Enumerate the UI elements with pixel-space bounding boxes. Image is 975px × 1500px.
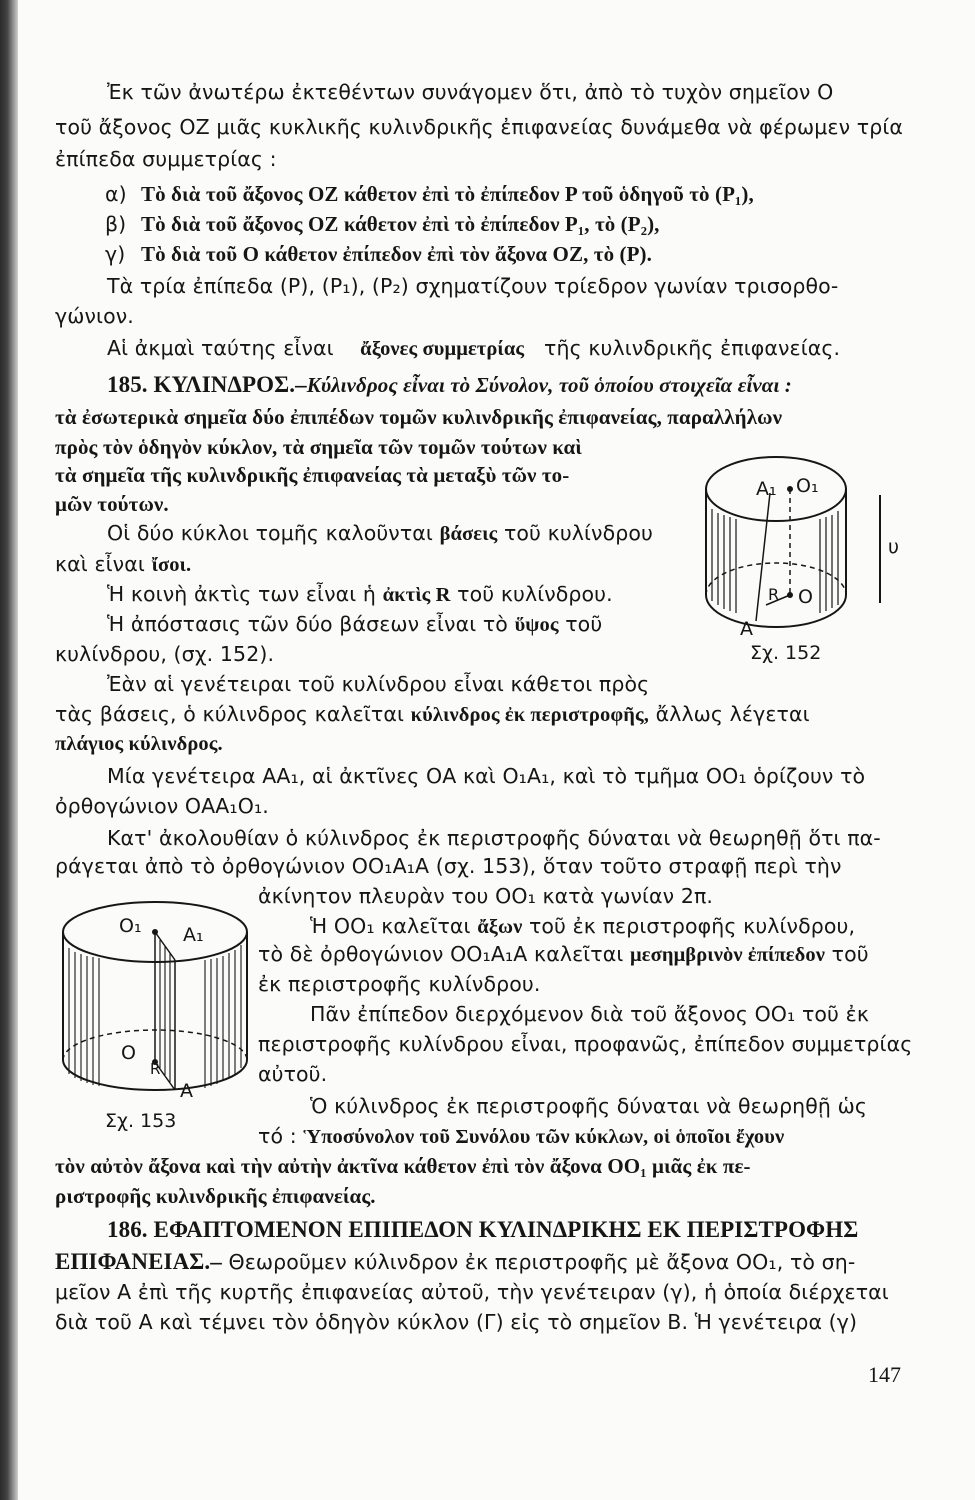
paragraph-line: Ἡ ΟΟ₁ καλεῖται ἄξων τοῦ ἐκ περιστροφῆς κυλίνδρου,	[310, 914, 856, 938]
paragraph-line: τὰ ἐσωτερικὰ σημεῖα δύο ἐπιπέδων τομῶν κυλινδρικῆς ἐπιφανείας, παραλλήλων	[55, 405, 783, 429]
paragraph-line: περιστροφῆς κυλίνδρου εἶναι, προφανῶς, ἐπίπεδον συμμετρίας	[258, 1032, 913, 1056]
fig153-label-O: O	[121, 1042, 136, 1064]
paragraph-line: ράγεται ἀπὸ τὸ ὀρθογώνιον ΟΟ₁Α₁Α (σχ. 153), ὅταν τοῦτο στραφῇ περὶ τὴν	[55, 854, 842, 878]
fig153-label-A: A	[180, 1080, 193, 1102]
paragraph-line: Κατ' ἀκολουθίαν ὁ κύλινδρος ἐκ περιστροφῆς δύναται νὰ θεωρηθῇ ὅτι πα-	[107, 826, 881, 850]
paragraph-line: πλάγιος κύλινδρος.	[55, 733, 223, 755]
paragraph-line: τοῦ ἄξονος ΟΖ μιᾶς κυκλικῆς κυλινδρικῆς ἐπιφανείας δυνάμεθα νὰ φέρωμεν τρία	[55, 115, 903, 139]
list-item-a: Τὸ διὰ τοῦ ἄξονος ΟΖ κάθετον ἐπὶ τὸ ἐπίπεδον Ρ τοῦ ὁδηγοῦ τὸ (Ρ₁),	[141, 182, 754, 206]
fig152-label-A1: A₁	[756, 478, 777, 500]
paragraph-line: Ὁ κύλινδρος ἐκ περιστροφῆς δύναται νὰ θεωρηθῇ ὡς	[310, 1094, 868, 1118]
fig152-label-O1: O₁	[796, 475, 819, 497]
paragraph-line: Ἐκ τῶν ἀνωτέρω ἐκτεθέντων συνάγομεν ὅτι, ἀπὸ τὸ τυχὸν σημεῖον Ο	[107, 80, 834, 104]
paragraph-line: τὸν αὐτὸν ἄξονα καὶ τὴν αὐτὴν ἀκτῖνα κάθετον ἐπὶ τὸν ἄξονα ΟΟ₁ μιᾶς ἐκ πε-	[55, 1154, 751, 1178]
paragraph-line: Μία γενέτειρα ΑΑ₁, αἱ ἀκτῖνες ΟΑ καὶ Ο₁Α₁, καὶ τὸ τμῆμα ΟΟ₁ ὁρίζουν τὸ	[107, 764, 866, 788]
paragraph-line: μεῖον Α ἐπὶ τῆς κυρτῆς ἐπιφανείας αὐτοῦ, τὴν γενέτειραν (γ), ἡ ὁποία διέρχεται	[55, 1280, 889, 1304]
paragraph-line: διὰ τοῦ Α καὶ τέμνει τὸν ὁδηγὸν κύκλον (Γ) εἰς τὸ σημεῖον Β. Ἡ γενέτειρα (γ)	[55, 1310, 858, 1334]
section-heading-185: 185. ΚΥΛΙΝΔΡΟΣ.–	[107, 372, 307, 397]
fig152-label-O: O	[798, 586, 813, 608]
fig153-label-R: R	[150, 1060, 161, 1078]
paragraph-line: καὶ εἶναι ἴσοι.	[55, 552, 192, 576]
list-marker: α)	[105, 182, 127, 206]
paragraph-line: Τὰ τρία ἐπίπεδα (Ρ), (Ρ₁), (Ρ₂) σχηματίζουν τρίεδρον γωνίαν τρισορθο-	[107, 274, 839, 298]
section-heading-186: 186. ΕΦΑΠΤΟΜΕΝΟΝ ΕΠΙΠΕΔΟΝ ΚΥΛΙΝΔΡΙΚΗΣ ΕΚ ΠΕΡΙΣΤΡΟΦΗΣ	[107, 1217, 859, 1242]
fig152-label-height: υ	[888, 536, 899, 558]
paragraph-line: ἀκίνητον πλευρὰν του ΟΟ₁ κατὰ γωνίαν 2π.	[258, 884, 714, 908]
paragraph-line: Ἡ ἀπόστασις τῶν δύο βάσεων εἶναι τὸ ὕψος τοῦ	[107, 612, 603, 636]
paragraph-line: Πᾶν ἐπίπεδον διερχόμενον διὰ τοῦ ἄξονος ΟΟ₁ τοῦ ἐκ	[310, 1002, 869, 1026]
paragraph-line: κυλίνδρου, (σχ. 152).	[55, 642, 275, 666]
section-185-first-line: 185. ΚΥΛΙΝΔΡΟΣ.–Κύλινδρος εἶναι τὸ Σύνολον, τοῦ ὁποίου στοιχεῖα εἶναι :	[107, 372, 792, 397]
paragraph-line: Αἱ ἀκμαὶ ταύτης εἶναι ἄξονες συμμετρίας τῆς κυλινδρικῆς ἐπιφανείας.	[107, 336, 841, 360]
section-186-first-line: ΕΠΙΦΑΝΕΙΑΣ.– Θεωροῦμεν κύλινδρον ἐκ περιστροφῆς μὲ ἄξονα ΟΟ₁, τὸ ση-	[55, 1249, 856, 1274]
paragraph-line: Οἱ δύο κύκλοι τομῆς καλοῦνται βάσεις τοῦ κυλίνδρου	[107, 521, 653, 545]
paragraph-line: γώνιον.	[55, 304, 134, 328]
paragraph-line: ριστροφῆς κυλινδρικῆς ἐπιφανείας.	[55, 1184, 376, 1208]
paragraph-line: Ἐὰν αἱ γενέτειραι τοῦ κυλίνδρου εἶναι κάθετοι πρὸς	[107, 672, 650, 696]
fig153-label-O1: O₁	[119, 915, 142, 937]
paragraph-line: ἐκ περιστροφῆς κυλίνδρου.	[258, 972, 541, 996]
paragraph-line: τὸ δὲ ὀρθογώνιον ΟΟ₁Α₁Α καλεῖται μεσημβρινὸν ἐπίπεδον τοῦ	[258, 942, 869, 966]
fig152-label-R: R	[768, 585, 780, 604]
fig152-caption: Σχ. 152	[750, 642, 822, 664]
page-number: 147	[868, 1362, 901, 1387]
fig153-caption: Σχ. 153	[105, 1110, 177, 1132]
list-item-c: Τὸ διὰ τοῦ Ο κάθετον ἐπίπεδον ἐπὶ τὸν ἄξονα ΟΖ, τὸ (Ρ).	[141, 242, 652, 266]
book-spine-edge	[0, 0, 18, 1500]
paragraph-line: Ἡ κοινὴ ἀκτὶς των εἶναι ἡ ἀκτὶς R τοῦ κυλίνδρου.	[107, 582, 613, 606]
list-marker: γ)	[105, 242, 126, 266]
paragraph-line: πρὸς τὸν ὁδηγὸν κύκλον, τὰ σημεῖα τῶν τομῶν τούτων καὶ	[55, 435, 582, 459]
paragraph-line: αὐτοῦ.	[258, 1062, 328, 1086]
paragraph-line: τὰς βάσεις, ὁ κύλινδρος καλεῖται κύλινδρος ἐκ περιστροφῆς, ἄλλως λέγεται	[55, 702, 810, 726]
paragraph-line: τό : Ὑποσύνολον τοῦ Συνόλου τῶν κύκλων, οἱ ὁποῖοι ἔχουν	[258, 1124, 785, 1148]
paragraph-line: ἐπίπεδα συμμετρίας :	[55, 147, 277, 171]
paragraph-line: τὰ σημεῖα τῆς κυλινδρικῆς ἐπιφανείας τὰ μεταξὺ τῶν το-	[55, 463, 570, 487]
list-marker: β)	[105, 212, 127, 236]
list-item-b: Τὸ διὰ τοῦ ἄξονος ΟΖ κάθετον ἐπὶ τὸ ἐπίπεδον Ρ₁, τὸ (Ρ₂),	[141, 212, 660, 236]
paragraph-line: ὀρθογώνιον ΟΑΑ₁Ο₁.	[55, 794, 269, 818]
fig153-label-A1: A₁	[183, 924, 204, 946]
paragraph-line: μῶν τούτων.	[55, 492, 169, 516]
fig152-label-A: A	[740, 618, 753, 640]
